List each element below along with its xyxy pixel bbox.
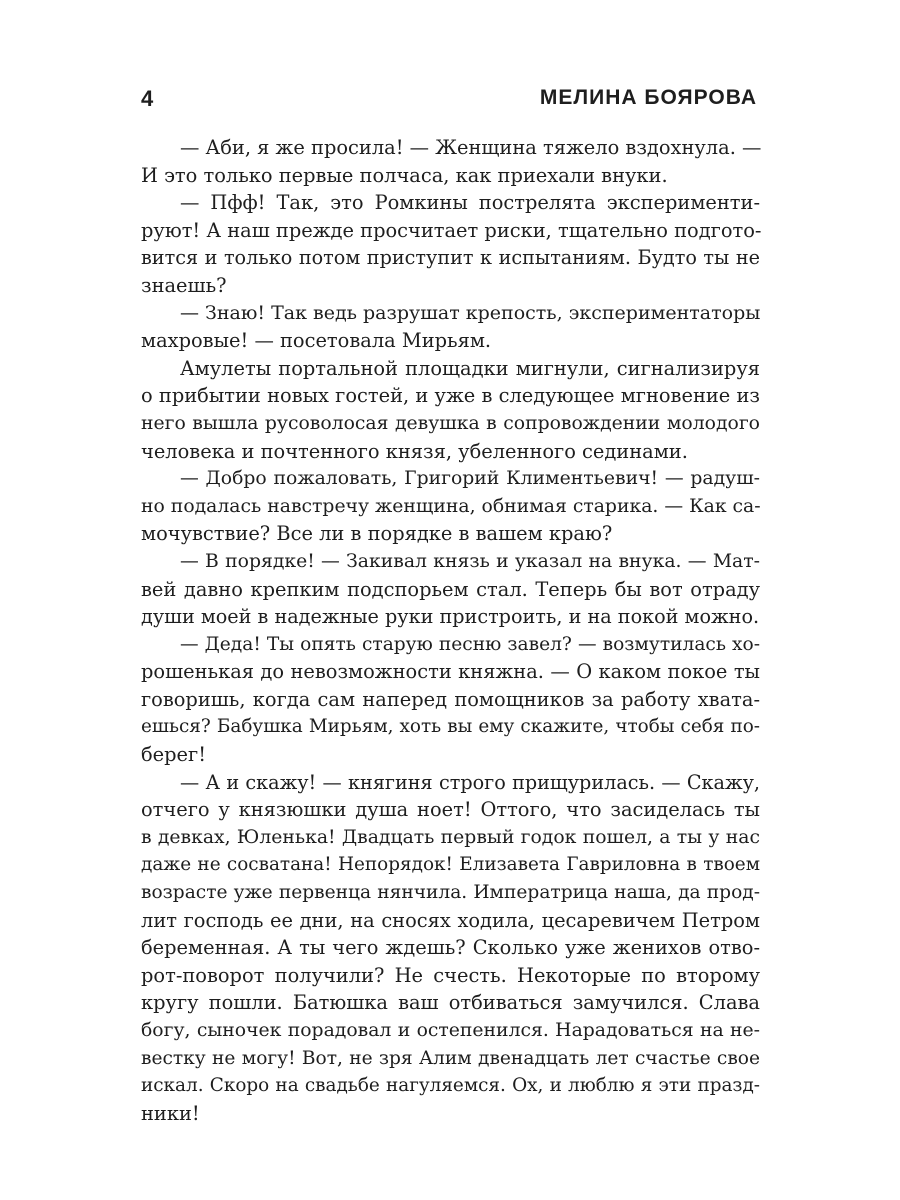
text-line: — Аби, я же просила! — Женщина тяжело вздохнула. — (180, 136, 762, 159)
text-line: рот-поворот получили? Не счесть. Некоторые по второму (141, 963, 760, 987)
text-line: ники! (141, 1101, 200, 1125)
text-line: вится и только потом приступит к испытаниям. Будто ты не (141, 246, 760, 270)
text-line: — Знаю! Так ведь разрушат крепость, экспериментаторы (180, 301, 761, 324)
text-line: И это только первые полчаса, как приехали внуки. (141, 163, 668, 187)
text-line: искал. Скоро на свадьбе нагуляемся. Ох, и люблю я эти празд- (141, 1075, 760, 1097)
text-line: — В порядке! — Закивал князь и указал на внука. — Мат- (180, 550, 760, 572)
text-line: лит господь ее дни, на сносях ходила, цесаревичем Петром (141, 908, 760, 932)
text-line: души моей в надежные руки пристроить, и на покой можно. (141, 605, 760, 629)
page-number: 4 (141, 86, 155, 111)
text-line: него вышла русоволосая девушка в сопровождении молодого (141, 412, 760, 434)
text-line: возрасте уже первенца нянчила. Императрица наша, да прод- (141, 882, 760, 904)
text-line: — Деда! Ты опять старую песню завел? — возмутилась хо- (180, 633, 760, 655)
text-line: вестку не могу! Вот, не зря Алим двенадцать лет счастье свое (141, 1047, 760, 1069)
text-line: вей давно крепким подспорьем стал. Теперь бы вот отраду (141, 577, 760, 601)
text-line: кругу пошли. Батюшка ваш отбиваться замучился. Слава (141, 991, 760, 1015)
text-line: человека и почтенного князя, убеленного сединами. (141, 439, 688, 463)
text-line: беременная. А ты чего ждешь? Сколько уже женихов отво- (141, 936, 760, 960)
text-line: мочувствие? Все ли в порядке в вашем краю? (141, 522, 613, 546)
text-line: — А и скажу! — княгиня строго прищурилась. — Скажу, (180, 770, 760, 794)
text-line: но подалась навстречу женщина, обнимая старика. — Как са- (141, 495, 761, 517)
running-head-author: МЕЛИНА БОЯРОВА (539, 86, 757, 109)
text-line: о прибытии новых гостей, и уже в следующее мгновение из (141, 384, 760, 408)
text-line: даже не сосватана! Непорядок! Елизавета Гавриловна в твоем (141, 854, 760, 876)
text-line: махровые! — посетовала Мирьям. (141, 329, 492, 353)
text-line: богу, сыночек порадовал и остепенился. Нарадоваться на не- (141, 1020, 760, 1041)
text-line: говоришь, когда сам наперед помощников за работу хвата- (141, 687, 760, 711)
text-line: руют! А наш прежде просчитает риски, тщательно подгото- (141, 218, 762, 242)
text-line: берег! (141, 743, 206, 767)
text-line: в девках, Юленька! Двадцать первый годок пошел, а ты у нас (141, 826, 760, 848)
text-line: — Пфф! Так, это Ромкины пострелята эксперименти- (180, 191, 760, 215)
text-line: отчего у князюшки душа ноет! Оттого, что засиделась ты (141, 798, 760, 822)
text-line: ешься? Бабушка Мирьям, хоть вы ему скажите, чтобы себя по- (141, 716, 760, 738)
text-line: — Добро пожаловать, Григорий Климентьевич! — радуш- (180, 468, 760, 490)
text-line: Амулеты портальной площадки мигнули, сигнализируя (180, 356, 760, 380)
text-line: знаешь? (141, 273, 227, 297)
text-line: рошенькая до невозможности княжна. — О каком покое ты (141, 660, 760, 684)
body-text (141, 134, 760, 1127)
